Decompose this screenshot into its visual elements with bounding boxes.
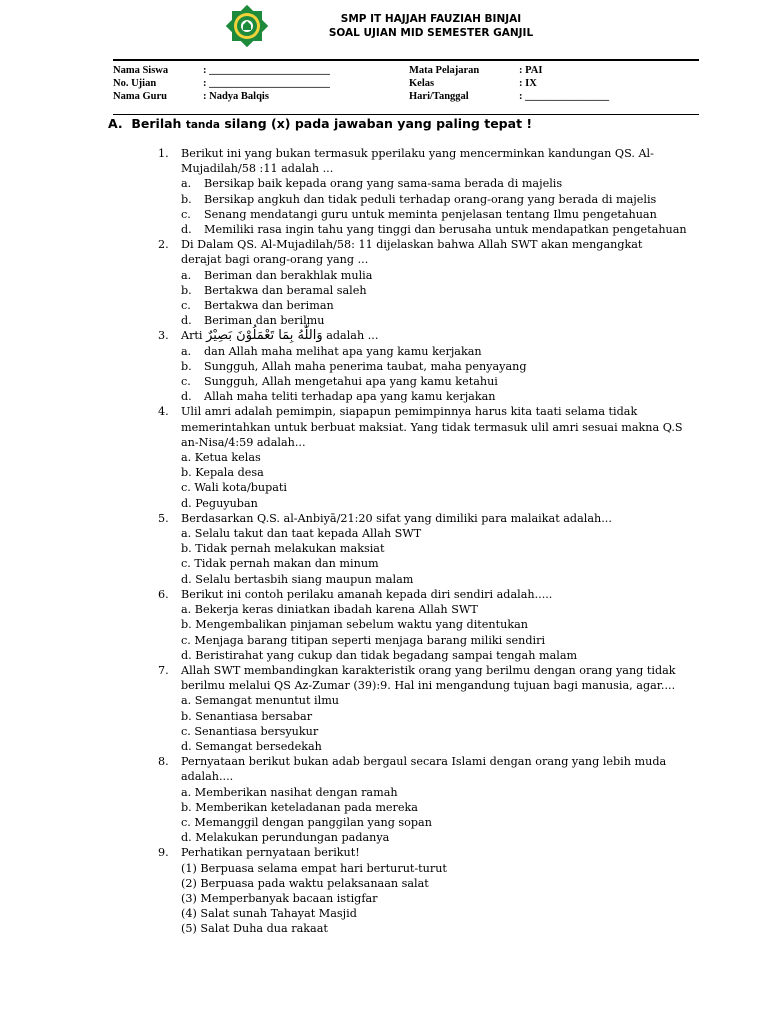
question-text: memerintahkan untuk berbuat maksiat. Yang tidak termasuk ulil amri sesuai makna Q.S [181,420,683,434]
info-row-1 [113,64,699,77]
question-number: 6. [158,587,169,601]
answer-option[interactable] [181,192,718,207]
option-letter: b. [181,283,192,297]
student-name-label: Nama Siswa [113,65,169,76]
answer-option[interactable]: d. Selalu bertasbih siang maupun malam [181,572,414,586]
option-text: Bertakwa dan beramal saleh [204,283,367,297]
answer-option[interactable]: (2) Berpuasa pada waktu pelaksanaan salat [181,876,429,890]
subject-label: Mata Pelajaran [409,65,480,76]
question-text: Berdasarkan Q.S. al-Anbiyā/21:20 sifat yang dimiliki para malaikat adalah... [181,511,612,525]
answer-option[interactable]: (3) Memperbanyak bacaan istigfar [181,891,378,905]
question-text: berilmu melalui QS Az-Zumar (39):9. Hal ini mengandung tujuan bagi manusia, agar.... [181,679,676,693]
instruction-word-1: Berilah [131,116,182,131]
answer-option[interactable] [181,207,718,222]
answer-option[interactable]: (1) Berpuasa selama empat hari berturut-turut [181,861,447,875]
answer-option[interactable] [181,283,718,298]
option-letter: b. [181,192,192,206]
option-text: Sungguh, Allah mengetahui apa yang kamu ketahui [204,375,498,389]
arabic-verse: وَاللّٰهُ بِمَا تَعْمَلُوْنَ بَصِيْرٌ [206,328,323,344]
answer-option[interactable]: d. Semangat bersedekah [181,739,322,753]
instruction-text: silang (x) pada jawaban yang paling tepat ! [224,116,533,131]
answer-option[interactable]: d. Melakukan perundungan padanya [181,831,390,845]
question-number: 9. [158,846,169,860]
question-list [158,146,718,937]
option-letter: d. [181,314,192,328]
answer-option[interactable]: (4) Salat sunah Tahayat Masjid [181,907,357,921]
question-text: Pernyataan berikut bukan adab bergaul secara Islami dengan orang yang lebih muda [181,755,667,769]
question-text: Ulil amri adalah pemimpin, siapapun pemimpinnya harus kita taati selama tidak [181,405,638,419]
class-value: : IX [519,78,537,89]
answer-option[interactable] [181,359,718,374]
option-text: Sungguh, Allah maha penerima taubat, maha penyayang [204,359,527,373]
question-item [158,587,718,663]
answer-option[interactable]: b. Kepala desa [181,466,264,480]
question-number: 5. [158,511,169,525]
school-name: SMP IT HAJJAH FAUZIAH BINJAI [340,13,522,25]
student-name-field[interactable]: : _______________________ [203,65,330,76]
answer-option[interactable]: b. Tidak pernah melakukan maksiat [181,542,385,556]
option-text: Bersikap baik kepada orang yang sama-sama berada di majelis [204,177,563,191]
exam-number-label: No. Ujian [113,78,157,89]
answer-option[interactable]: c. Senantiasa bersyukur [181,724,319,738]
question-item [158,146,718,237]
option-letter: c. [181,207,191,221]
question-text-prefix: Arti [181,329,207,343]
question-number: 3. [158,329,169,343]
question-text-suffix: adalah ... [322,329,379,343]
question-number: 2. [158,238,169,252]
question-text [181,328,718,343]
option-text: Beriman dan berilmu [204,314,325,328]
answer-option[interactable]: b. Mengembalikan pinjaman sebelum waktu yang ditentukan [181,618,528,632]
answer-option[interactable] [181,222,718,237]
option-letter: b. [181,359,192,373]
answer-option[interactable] [181,176,718,191]
answer-option[interactable]: c. Memanggil dengan panggilan yang sopan [181,815,432,829]
question-item [158,754,718,845]
option-letter: d. [181,390,192,404]
answer-option[interactable] [181,313,718,328]
question-text: derajat bagi orang-orang yang ... [181,253,369,267]
answer-option[interactable]: d. Beristirahat yang cukup dan tidak begadang sampai tengah malam [181,648,578,662]
question-item [158,511,718,587]
instruction-word-2: tanda [185,119,220,131]
question-item [158,404,718,510]
question-number: 8. [158,755,169,769]
section-instruction [108,116,532,133]
answer-option[interactable]: a. Memberikan nasihat dengan ramah [181,785,398,799]
exam-header [0,0,768,58]
question-text: Berikut ini yang bukan termasuk pperilaku yang mencerminkan kandungan QS. Al- [181,147,654,160]
answer-option[interactable] [181,298,718,313]
option-letter: a. [181,268,192,282]
answer-option[interactable]: b. Memberikan keteladanan pada mereka [181,800,418,814]
question-text: Allah SWT membandingkan karakteristik orang yang berilmu dengan orang yang tidak [181,663,676,677]
answer-option[interactable]: a. Semangat menuntut ilmu [181,694,340,708]
question-number: 1. [158,147,169,160]
exam-title: SOAL UJIAN MID SEMESTER GANJIL [328,27,534,39]
answer-option[interactable] [181,344,718,359]
answer-option[interactable] [181,268,718,283]
option-letter: d. [181,223,192,237]
question-item [158,663,718,754]
date-field[interactable]: : ________________ [519,91,610,102]
info-divider [113,114,699,115]
option-text: Memiliki rasa ingin tahu yang tinggi dan berusaha untuk mendapatkan pengetahuan [204,223,687,237]
info-row-2 [113,77,699,90]
info-row-3 [113,90,699,103]
exam-number-field[interactable]: : _______________________ [203,78,330,89]
question-text: an-Nisa/4:59 adalah... [181,435,306,449]
question-text: adalah.... [181,770,234,784]
section-letter: A. [108,116,123,131]
answer-option[interactable] [181,374,718,389]
question-text: Mujadilah/58 :11 adalah ... [181,162,334,176]
teacher-value: : Nadya Balqis [203,91,269,102]
question-text: Perhatikan pernyataan berikut! [181,846,360,860]
question-item [158,845,718,936]
option-text: Bertakwa dan beriman [204,299,334,313]
option-letter: a. [181,177,192,191]
school-heading [296,12,566,40]
answer-option[interactable]: b. Senantiasa bersabar [181,709,313,723]
class-label: Kelas [409,78,435,89]
answer-option[interactable]: c. Menjaga barang titipan seperti menjaga barang miliki sendiri [181,633,546,647]
option-letter: a. [181,344,192,358]
answer-option[interactable]: a. Ketua kelas [181,451,261,465]
option-text: dan Allah maha melihat apa yang kamu kerjakan [204,344,482,358]
answer-option[interactable]: c. Wali kota/bupati [181,481,288,495]
teacher-label: Nama Guru [113,91,167,102]
header-divider [113,59,699,61]
option-letter: c. [181,375,191,389]
student-info-block [113,64,699,103]
option-letter: c. [181,299,191,313]
option-text: Senang mendatangi guru untuk meminta penjelasan tentang Ilmu pengetahuan [204,207,657,221]
question-text: Di Dalam QS. Al-Mujadilah/58: 11 dijelaskan bahwa Allah SWT akan mengangkat [181,238,643,252]
date-label: Hari/Tanggal [409,91,469,102]
answer-option[interactable]: d. Peguyuban [181,496,258,510]
question-number: 7. [158,663,169,677]
answer-option[interactable] [181,389,718,404]
answer-option[interactable]: c. Tidak pernah makan dan minum [181,557,379,571]
subject-value: : PAI [519,65,543,76]
answer-option[interactable]: a. Selalu takut dan taat kepada Allah SWT [181,527,422,541]
school-logo-icon [221,5,273,47]
question-item [158,328,718,404]
option-text: Bersikap angkuh dan tidak peduli terhadap orang-orang yang berada di majelis [204,192,657,206]
option-text: Beriman dan berakhlak mulia [204,268,373,282]
option-text: Allah maha teliti terhadap apa yang kamu kerjakan [204,390,496,404]
question-number: 4. [158,405,169,419]
answer-option[interactable]: a. Bekerja keras diniatkan ibadah karena Allah SWT [181,603,478,617]
answer-option[interactable]: (5) Salat Duha dua rakaat [181,922,328,936]
question-text: Berikut ini contoh perilaku amanah kepada diri sendiri adalah..... [181,587,553,601]
question-item [158,237,718,328]
